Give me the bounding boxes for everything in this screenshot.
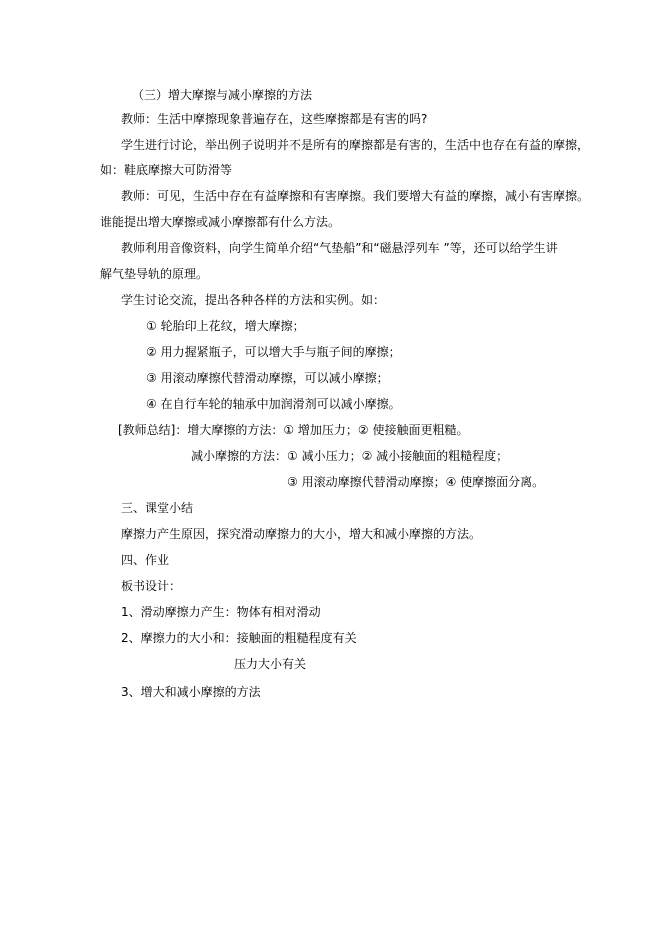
teacher-media-line-1: 教师利用音像资料，向学生简单介绍“气垫船”和“磁悬浮列车 ”等，还可以给学生讲 [121,241,558,255]
example-item: ① 轮胎印上花纹，增大摩擦； [146,319,305,333]
students-exchange: 学生讨论交流，提出各种各样的方法和实例。如： [121,293,386,307]
class-summary-heading: 三、课堂小结 [121,501,194,515]
teacher-question-2-line-1: 教师：可见，生活中存在有益摩擦和有害摩擦。我们要增大有益的摩擦，减小有害摩擦。 [121,189,590,203]
board-item: 1、滑动摩擦力产生：物体有相对滑动 [121,605,321,619]
teacher-question-2-line-2: 谁能提出增大摩擦或减小摩擦都有什么方法。 [100,215,341,229]
section-heading: （三）增大摩擦与减小摩擦的方法 [132,88,313,102]
teacher-media-line-2: 解气垫导轨的原理。 [100,267,209,281]
board-item: 3、增大和减小摩擦的方法 [121,685,261,699]
example-item: ④ 在自行车轮的轴承中加润滑剂可以减小摩擦。 [146,397,401,411]
students-discussion-line-2: 如：鞋底摩擦大可防滑等 [100,163,233,177]
example-item: ③ 用滚动摩擦代替滑动摩擦，可以减小摩擦； [146,371,389,385]
board-design-heading: 板书设计： [121,579,182,593]
class-summary-text: 摩擦力产生原因，探究滑动摩擦力的大小，增大和减小摩擦的方法。 [121,527,482,541]
summary-decrease-line-2: ③ 用滚动摩擦代替滑动摩擦；④ 使摩擦面分离。 [287,475,545,489]
summary-increase: [教师总结]：增大摩擦的方法：① 增加压力；② 使接触面更粗糙。 [118,423,469,437]
summary-decrease-line-1: 减小摩擦的方法：① 减小压力；② 减小接触面的粗糙程度； [191,449,509,463]
board-item: 2、摩擦力的大小和：接触面的粗糙程度有关 [121,631,357,645]
board-item: 压力大小有关 [234,657,307,671]
homework-heading: 四、作业 [121,553,170,567]
teacher-question-1: 教师：生活中摩擦现象普遍存在，这些摩擦都是有害的吗? [121,112,428,126]
students-discussion-line-1: 学生进行讨论，举出例子说明并不是所有的摩擦都是有害的，生活中也存在有益的摩擦， [121,138,590,152]
example-item: ② 用力握紧瓶子，可以增大手与瓶子间的摩擦； [146,345,401,359]
